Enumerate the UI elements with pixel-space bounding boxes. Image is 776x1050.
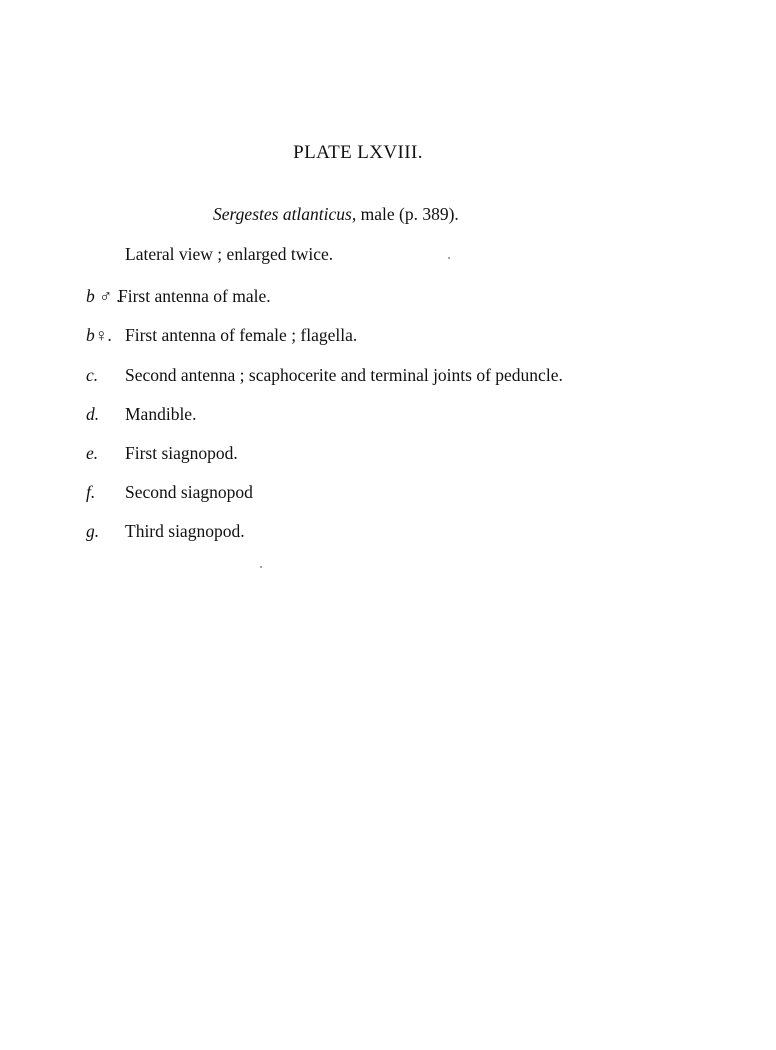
species-heading [213, 204, 459, 225]
species-name: Sergestes atlanticus, [213, 204, 357, 224]
figure-letter: b ♂ . [86, 286, 121, 306]
figure-letter: e. [86, 443, 99, 463]
species-descriptor: male (p. 389). [356, 204, 459, 224]
figure-description: Mandible. [125, 404, 197, 424]
scan-speck [448, 257, 450, 259]
plate-title: PLATE LXVIII. [293, 142, 423, 163]
figure-description: Third siagnopod. [125, 521, 245, 541]
figure-description: First siagnopod. [125, 443, 238, 463]
scan-speck [260, 566, 262, 568]
figure-letter: d. [86, 404, 100, 424]
main-caption: Lateral view ; enlarged twice. [125, 244, 334, 264]
figure-description: First antenna of male. [118, 286, 271, 306]
figure-letter: b♀. [86, 325, 113, 345]
figure-description: First antenna of female ; flagella. [125, 325, 358, 345]
figure-letter: c. [86, 365, 99, 385]
figure-letter: f. [86, 482, 96, 502]
figure-description: Second siagnopod [125, 482, 253, 502]
figure-description: Second antenna ; scaphocerite and terminal joints of peduncle. [125, 365, 563, 385]
figure-letter: g. [86, 521, 100, 541]
